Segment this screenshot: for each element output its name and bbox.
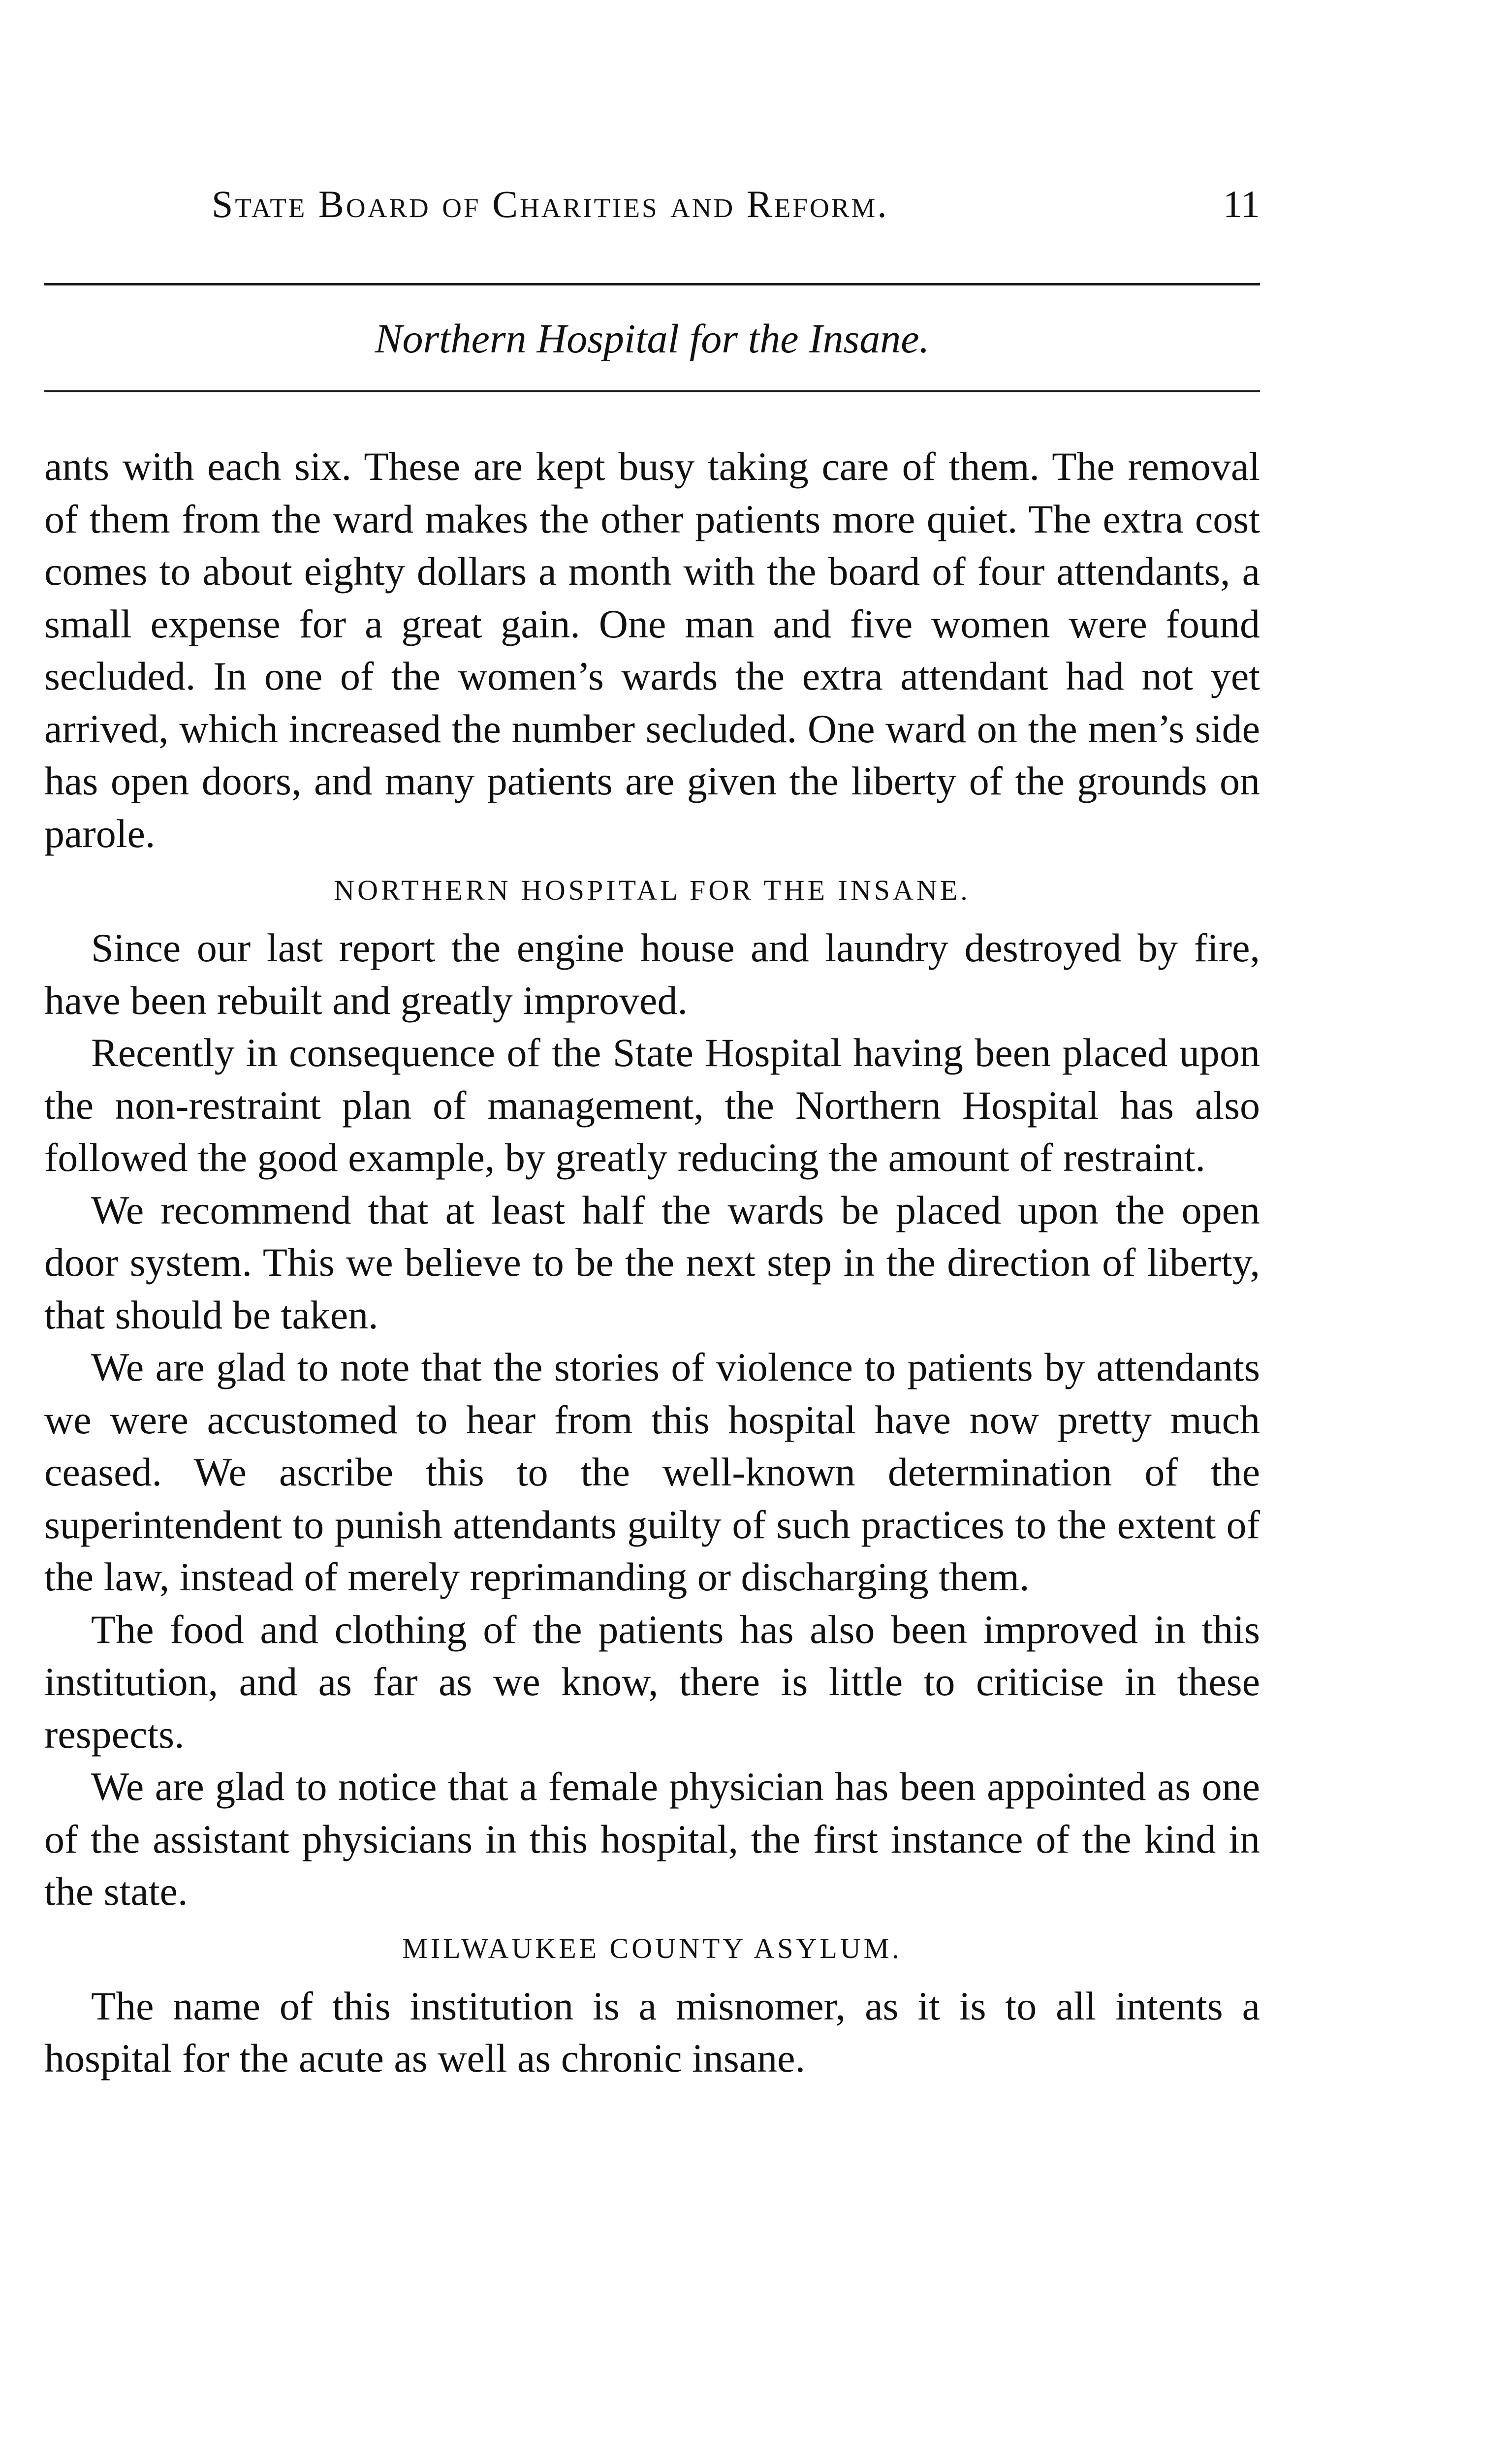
paragraph-violence: We are glad to note that the stories of violence to patients by attendants we were accustomed to hear from this hospital have now pretty much ceased. We ascribe this to the well-known determination of the superintendent to punish attendants guilty of such practices to the extent of the law, instead of merely reprimanding or discharging them. bbox=[44, 1345, 1260, 1599]
page-number: 11 bbox=[1223, 183, 1260, 225]
section-heading-milwaukee-asylum: MILWAUKEE COUNTY ASYLUM. bbox=[402, 1932, 902, 1964]
paragraph-female-physician: We are glad to notice that a female physician has been appointed as one of the assistant physicians in this hospital, the first instance of the kind in the state. bbox=[44, 1764, 1260, 1914]
paragraph-open-door: We recommend that at least half the wards be placed upon the open door system. This we believe to be the next step in the direction of liberty, that should be taken. bbox=[44, 1187, 1260, 1337]
paragraph-rebuilt: Since our last report the engine house and laundry destroyed by fire, have been rebuilt and greatly improved. bbox=[44, 925, 1260, 1023]
paragraph-restraint: Recently in consequence of the State Hospital having been placed upon the non-restraint plan of management, the Northern Hospital has also followed the good example, by greatly reducing the amount of restraint. bbox=[44, 1030, 1260, 1180]
continuation-paragraph: ants with each six. These are kept busy taking care of them. The removal of them from the ward makes the other patients more quiet. The extra cost comes to about eighty dollars a month with the board of four attendants, a small expense for a great gain. One man and five women were found secluded. In one of the women’s wards the extra attendant had not yet arrived, which increased the number secluded. One ward on the men’s side has open doors, and many patients are given the liberty of the grounds on parole. bbox=[44, 444, 1260, 856]
running-head bbox=[44, 182, 1260, 236]
bottom-rule bbox=[44, 390, 1260, 392]
paragraph-food-clothing: The food and clothing of the patients has also been improved in this institution, and as far as we know, there is little to criticise in these respects. bbox=[44, 1607, 1260, 1757]
section-heading-northern-hospital: NORTHERN HOSPITAL FOR THE INSANE. bbox=[334, 874, 971, 906]
top-rule bbox=[44, 283, 1260, 285]
body-text bbox=[44, 441, 1260, 2085]
running-title: State Board of Charities and Reform. bbox=[212, 183, 889, 225]
section-subtitle: Northern Hospital for the Insane. bbox=[375, 316, 930, 362]
paragraph-misnomer: The name of this institution is a misnomer, as it is to all intents a hospital for the acute as well as chronic insane. bbox=[44, 1983, 1260, 2081]
